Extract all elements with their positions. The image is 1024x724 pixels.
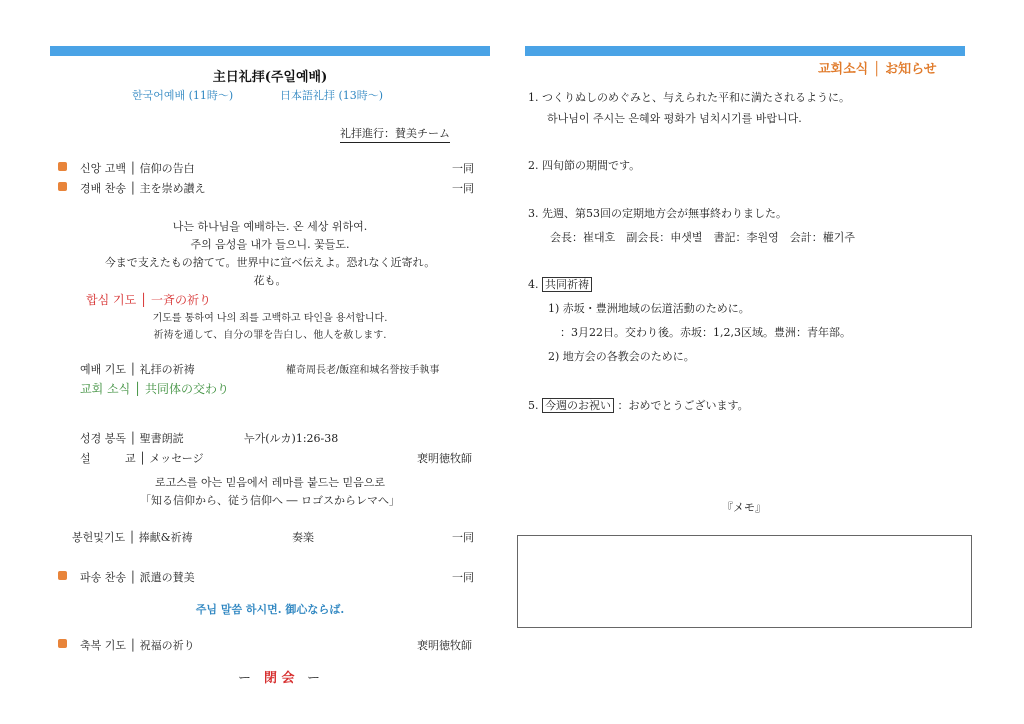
news-header: 교회소식 │ お知らせ	[818, 62, 937, 77]
order-title: 主日礼拝(주일예배)	[212, 70, 328, 85]
closing-dash-right: ー	[307, 671, 321, 686]
news-item-5-title: 今週のお祝い	[542, 398, 614, 413]
news-item-5	[528, 397, 749, 413]
news-item-5-text: ：おめでとうございます。	[617, 399, 749, 412]
creed-who: 一同	[452, 162, 474, 175]
bullet-icon	[58, 162, 67, 171]
closing-text: 閉 会	[264, 671, 295, 686]
benediction-label: 축복 기도 │ 祝福の祈り	[80, 639, 195, 652]
creed-label: 신앙 고백 │ 信仰の告白	[80, 162, 195, 175]
praise-label: 경배 찬송 │ 主を崇め讃え	[80, 182, 206, 195]
left-header-bar	[50, 46, 490, 56]
unison-prayer-desc: 祈祷を通して、自分の罪を告白し、他人を赦します.	[153, 330, 387, 341]
bullet-icon	[58, 639, 67, 648]
sermon-who: 裵明徳牧師	[417, 452, 472, 465]
lyrics-line: 주의 음성을 내가 들으니. 꽃들도.	[190, 238, 350, 251]
worship-prayer-label: 예배 기도 │ 礼拝の祈祷	[80, 363, 195, 376]
unison-prayer-label: 합심 기도 │ 一斉の祈り	[86, 293, 212, 307]
sermon-title-ja: 「知る信仰から、従う信仰へ ― ロゴスからレマへ」	[140, 494, 400, 507]
right-header-bar	[525, 46, 965, 56]
news-item-2: 2. 四旬節の期間です。	[528, 159, 641, 172]
praise-who: 一同	[452, 182, 474, 195]
worship-prayer-who: 權奇周長老/飯窪和城名誉按手執事	[286, 365, 440, 376]
sending-who: 一同	[452, 571, 474, 584]
japanese-service-time: 日本語礼拝 (13時～)	[280, 89, 384, 102]
bullet-icon	[58, 571, 67, 580]
sending-label: 파송 찬송 │ 派遣の賛美	[80, 571, 195, 584]
lyrics-line: 花も。	[253, 274, 287, 287]
offering-music: 奏楽	[292, 531, 314, 544]
worship-leader: 礼拝進行：賛美チーム	[340, 125, 450, 143]
news-item-4a: 1) 赤坂・豊洲地域の伝道活動のために。	[548, 302, 750, 315]
korean-service-time: 한국어예배 (11時～)	[132, 89, 234, 102]
news-item-1-ko: 하나님이 주시는 은혜와 평화가 넘치시기를 바랍니다.	[547, 112, 802, 125]
sermon-label-a: 설	[80, 452, 91, 465]
scripture-ref: 누가(ルカ)1:26-38	[244, 432, 339, 445]
offering-label: 봉헌및기도 │ 捧献&祈祷	[72, 531, 193, 544]
scripture-label: 성경 봉독 │ 聖書朗読	[80, 432, 184, 445]
news-item-4b: 2) 地方会の各教会のために。	[548, 350, 695, 363]
news-item-5-num: 5.	[528, 399, 539, 412]
church-news-label: 교회 소식 │ 共同体の交わり	[80, 382, 230, 396]
news-item-4	[528, 276, 592, 292]
news-item-3: 3. 先週、第53回の定期地方会が無事終わりました。	[528, 207, 787, 220]
closing-dash-left: ー	[238, 671, 252, 686]
offering-who: 一同	[452, 531, 474, 544]
lyrics-line: 今まで支えたもの捨てて。世界中に宣べ伝えよ。恐れなく近寄れ。	[104, 256, 436, 269]
bullet-icon	[58, 182, 67, 191]
news-item-1: 1. つくりぬしのめぐみと、与えられた平和に満たされるように。	[528, 91, 850, 104]
memo-label: 『メモ』	[722, 501, 766, 514]
unison-prayer-desc: 기도를 통하여 나의 죄를 고백하고 타인을 용서합니다.	[152, 313, 388, 324]
sermon-title-ko: 로고스를 아는 믿음에서 레마를 붙드는 믿음으로	[154, 476, 385, 489]
news-item-4-title: 共同祈祷	[542, 277, 592, 292]
lyrics-line: 나는 하나님을 예배하는. 온 세상 위하여.	[172, 220, 368, 233]
benediction-who: 裵明徳牧師	[417, 639, 472, 652]
news-item-4-num: 4.	[528, 278, 539, 291]
memo-box[interactable]	[517, 535, 972, 628]
sermon-label-b: 교 │ メッセージ	[125, 452, 204, 465]
amen-line: 주님 말씀 하시면. 御心ならば.	[195, 603, 345, 616]
news-item-3-detail: 会長：崔대호 副会長：申샛별 書記：李원영 会計：權기주	[550, 231, 856, 244]
news-item-4a-detail: ：3月22日。交わり後。赤坂：1,2,3区域。豊洲：青年部。	[560, 326, 851, 339]
